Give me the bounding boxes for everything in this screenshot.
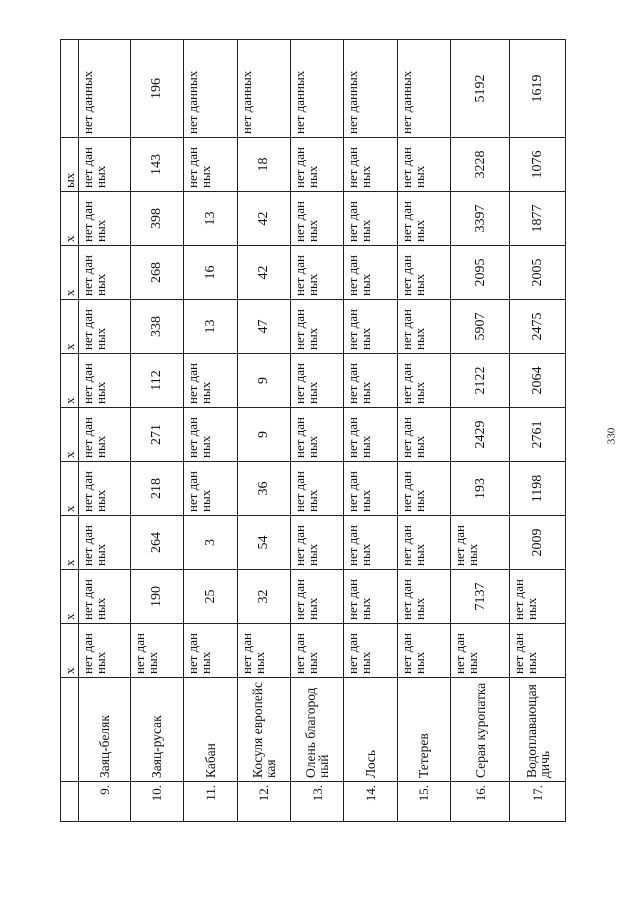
- value-cell: нет данных: [510, 624, 566, 678]
- table-header-row: [61, 40, 79, 822]
- row-number: 12.: [237, 782, 290, 822]
- row-number: 13.: [290, 782, 343, 822]
- value-cell: нет данных: [397, 570, 450, 624]
- value-cell: нет данных: [344, 516, 397, 570]
- table-body: [61, 40, 566, 822]
- header-cell-year: х: [61, 354, 79, 408]
- table-row: [450, 40, 510, 822]
- value-cell: 9: [237, 408, 290, 462]
- value-cell: нет данных: [184, 408, 237, 462]
- value-cell: 338: [130, 300, 183, 354]
- value-cell: нет данных: [397, 516, 450, 570]
- value-cell: нет данных: [290, 408, 343, 462]
- row-number: 17.: [510, 782, 566, 822]
- value-cell: 190: [130, 570, 183, 624]
- species-name: Заяц-беляк: [79, 678, 130, 782]
- value-cell: 3: [184, 516, 237, 570]
- value-cell: 13: [184, 192, 237, 246]
- header-cell-year: х: [61, 516, 79, 570]
- value-cell: 42: [237, 246, 290, 300]
- header-cell-year: х: [61, 300, 79, 354]
- value-cell: 264: [130, 516, 183, 570]
- header-cell-year: х: [61, 246, 79, 300]
- value-cell: нет данных: [397, 408, 450, 462]
- header-cell-year: х: [61, 192, 79, 246]
- value-cell: 271: [130, 408, 183, 462]
- value-cell: 18: [237, 138, 290, 192]
- header-cell-year: ых: [61, 138, 79, 192]
- value-cell: 5907: [450, 300, 510, 354]
- value-cell: нет данных: [510, 570, 566, 624]
- value-cell: 218: [130, 462, 183, 516]
- page-number: 330: [605, 427, 618, 445]
- value-cell: 1076: [510, 138, 566, 192]
- value-cell: 25: [184, 570, 237, 624]
- table-row: [237, 40, 290, 822]
- value-cell: нет данных: [344, 300, 397, 354]
- value-cell: 143: [130, 138, 183, 192]
- value-cell: 54: [237, 516, 290, 570]
- value-cell: нет данных: [79, 516, 130, 570]
- value-cell: нет данных: [79, 624, 130, 678]
- header-cell-year: х: [61, 570, 79, 624]
- value-cell: нет данных: [290, 354, 343, 408]
- value-cell: 13: [184, 300, 237, 354]
- value-cell: нет данных: [397, 246, 450, 300]
- species-name: Серая куропатка: [450, 678, 510, 782]
- value-cell: нет данных: [397, 624, 450, 678]
- row-number: 15.: [397, 782, 450, 822]
- last-value-cell: 1619: [510, 40, 566, 138]
- value-cell: нет данных: [79, 246, 130, 300]
- table-row: [184, 40, 237, 822]
- value-cell: 2009: [510, 516, 566, 570]
- value-cell: нет данных: [79, 408, 130, 462]
- value-cell: 9: [237, 354, 290, 408]
- value-cell: 3228: [450, 138, 510, 192]
- value-cell: нет данных: [79, 570, 130, 624]
- table-row: [130, 40, 183, 822]
- header-cell-year: х: [61, 624, 79, 678]
- species-name: Тетерев: [397, 678, 450, 782]
- value-cell: нет данных: [290, 300, 343, 354]
- value-cell: нет данных: [237, 624, 290, 678]
- value-cell: нет данных: [397, 138, 450, 192]
- value-cell: 2064: [510, 354, 566, 408]
- value-cell: нет данных: [290, 516, 343, 570]
- value-cell: 1877: [510, 192, 566, 246]
- table-row: [344, 40, 397, 822]
- row-number: 10.: [130, 782, 183, 822]
- value-cell: нет данных: [344, 192, 397, 246]
- value-cell: нет данных: [79, 354, 130, 408]
- game-census-table: [60, 39, 566, 822]
- value-cell: 112: [130, 354, 183, 408]
- value-cell: 16: [184, 246, 237, 300]
- value-cell: нет данных: [130, 624, 183, 678]
- value-cell: нет данных: [397, 354, 450, 408]
- value-cell: нет данных: [79, 462, 130, 516]
- value-cell: нет данных: [290, 138, 343, 192]
- value-cell: 3397: [450, 192, 510, 246]
- row-number: 9.: [79, 782, 130, 822]
- value-cell: нет данных: [344, 570, 397, 624]
- value-cell: 268: [130, 246, 183, 300]
- value-cell: 2122: [450, 354, 510, 408]
- value-cell: нет данных: [344, 408, 397, 462]
- value-cell: нет данных: [397, 300, 450, 354]
- row-number: 16.: [450, 782, 510, 822]
- value-cell: нет данных: [290, 570, 343, 624]
- last-value-cell: нет данных: [397, 40, 450, 138]
- value-cell: нет данных: [184, 624, 237, 678]
- rotated-table-container: [60, 40, 566, 822]
- value-cell: нет данных: [450, 516, 510, 570]
- value-cell: нет данных: [344, 246, 397, 300]
- value-cell: 2429: [450, 408, 510, 462]
- value-cell: 42: [237, 192, 290, 246]
- value-cell: нет данных: [184, 138, 237, 192]
- value-cell: нет данных: [397, 462, 450, 516]
- value-cell: нет данных: [450, 624, 510, 678]
- last-value-cell: нет данных: [344, 40, 397, 138]
- value-cell: 2475: [510, 300, 566, 354]
- species-name: Олень благородный: [290, 678, 343, 782]
- last-value-cell: 196: [130, 40, 183, 138]
- value-cell: 2005: [510, 246, 566, 300]
- value-cell: 2095: [450, 246, 510, 300]
- value-cell: 398: [130, 192, 183, 246]
- value-cell: нет данных: [290, 192, 343, 246]
- value-cell: 47: [237, 300, 290, 354]
- value-cell: нет данных: [184, 354, 237, 408]
- value-cell: 36: [237, 462, 290, 516]
- row-number: 11.: [184, 782, 237, 822]
- value-cell: 1198: [510, 462, 566, 516]
- value-cell: нет данных: [344, 138, 397, 192]
- header-cell-num: [61, 782, 79, 822]
- row-number: 14.: [344, 782, 397, 822]
- value-cell: нет данных: [344, 624, 397, 678]
- value-cell: 2761: [510, 408, 566, 462]
- table-row: [510, 40, 566, 822]
- last-value-cell: нет данных: [184, 40, 237, 138]
- last-value-cell: нет данных: [237, 40, 290, 138]
- last-value-cell: нет данных: [79, 40, 130, 138]
- species-name: Заяц-русак: [130, 678, 183, 782]
- table-row: [290, 40, 343, 822]
- value-cell: 193: [450, 462, 510, 516]
- value-cell: нет данных: [79, 192, 130, 246]
- table-row: [397, 40, 450, 822]
- species-name: Лось: [344, 678, 397, 782]
- species-name: Косуля европейская: [237, 678, 290, 782]
- value-cell: нет данных: [79, 138, 130, 192]
- value-cell: нет данных: [290, 246, 343, 300]
- header-cell-year: х: [61, 462, 79, 516]
- value-cell: нет данных: [344, 354, 397, 408]
- value-cell: нет данных: [79, 300, 130, 354]
- last-value-cell: нет данных: [290, 40, 343, 138]
- value-cell: 7137: [450, 570, 510, 624]
- table-row: [79, 40, 130, 822]
- value-cell: нет данных: [397, 192, 450, 246]
- value-cell: 32: [237, 570, 290, 624]
- value-cell: нет данных: [184, 462, 237, 516]
- species-name: Кабан: [184, 678, 237, 782]
- value-cell: нет данных: [290, 624, 343, 678]
- last-value-cell: 5192: [450, 40, 510, 138]
- value-cell: нет данных: [290, 462, 343, 516]
- species-name: Водоплавающая дичь: [510, 678, 566, 782]
- header-cell-name: [61, 678, 79, 782]
- header-cell-year: х: [61, 408, 79, 462]
- value-cell: нет данных: [344, 462, 397, 516]
- header-cell-last: [61, 40, 79, 138]
